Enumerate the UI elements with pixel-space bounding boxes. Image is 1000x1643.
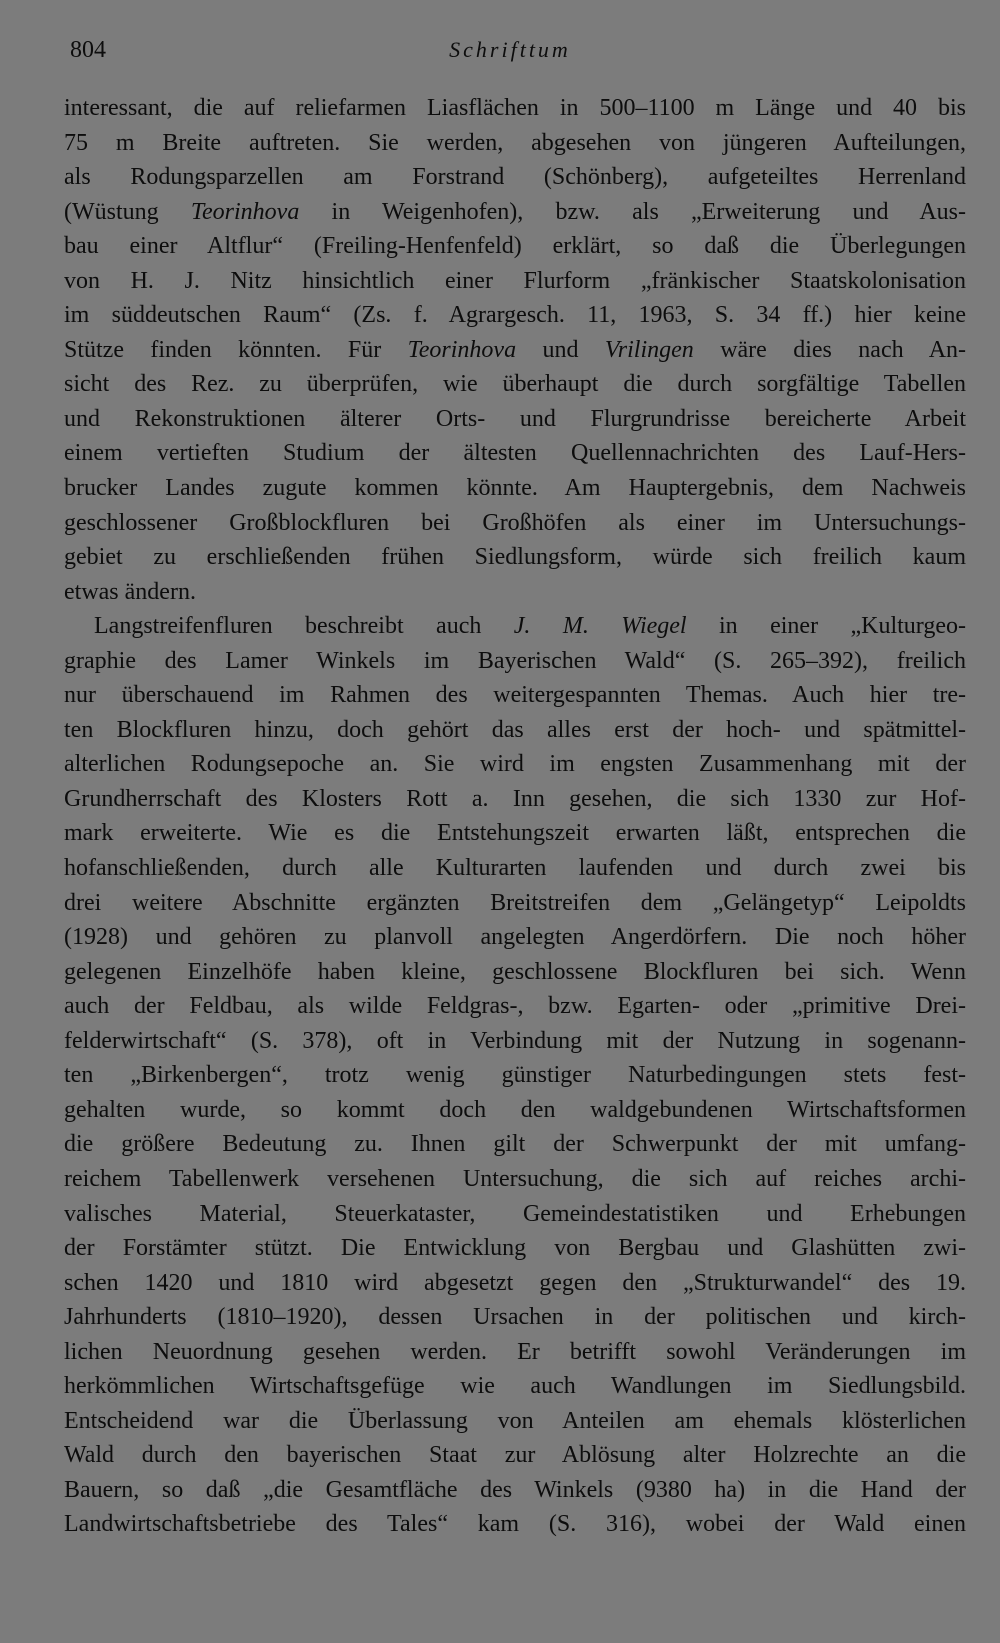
text-segment: einem vertieften Studium der ältesten Quellennachrichten des Lauf-Hers- bbox=[64, 440, 966, 467]
text-segment: lichen Neuordnung gesehen werden. Er betrifft sowohl Veränderungen im bbox=[64, 1338, 966, 1365]
text-segment: bau einer Altflur“ (Freiling-Henfenfeld) erklärt, so daß die Überlegungen bbox=[64, 233, 966, 260]
text-line bbox=[64, 1231, 966, 1266]
text-segment: und bbox=[516, 336, 605, 363]
text-segment: hofanschließenden, durch alle Kulturarten laufenden und durch zwei bis bbox=[64, 855, 966, 882]
text-segment: felderwirtschaft“ (S. 378), oft in Verbindung mit der Nutzung in sogenann- bbox=[64, 1027, 966, 1054]
body-text bbox=[64, 91, 966, 1542]
text-segment: schen 1420 und 1810 wird abgesetzt gegen den „Strukturwandel“ des 19. bbox=[64, 1269, 966, 1296]
text-segment: Bauern, so daß „die Gesamtfläche des Winkels (9380 ha) in die Hand der bbox=[64, 1476, 966, 1503]
text-line bbox=[64, 955, 966, 990]
text-segment: der Forstämter stützt. Die Entwicklung von Bergbau und Glashütten zwi- bbox=[64, 1235, 966, 1262]
text-segment: Stütze finden könnten. Für bbox=[64, 336, 408, 363]
text-segment: Grundherrschaft des Klosters Rott a. Inn gesehen, die sich 1330 zur Hof- bbox=[64, 785, 966, 812]
text-line bbox=[64, 471, 966, 506]
text-segment: wäre dies nach An- bbox=[693, 336, 967, 363]
text-segment: gehalten wurde, so kommt doch den waldgebundenen Wirtschaftsformen bbox=[64, 1096, 966, 1123]
running-title: Schrifttum bbox=[449, 37, 571, 62]
text-line bbox=[64, 1507, 966, 1542]
text-segment: brucker Landes zugute kommen könnte. Am Hauptergebnis, dem Nachweis bbox=[64, 475, 966, 502]
text-line bbox=[64, 575, 966, 610]
italic-place-name: Vrilingen bbox=[604, 336, 694, 363]
text-segment: und Rekonstruktionen älterer Orts- und Flurgrundrisse bereicherte Arbeit bbox=[64, 405, 966, 432]
text-segment: (1928) und gehören zu planvoll angelegten Angerdörfern. Die noch höher bbox=[64, 924, 966, 951]
text-line bbox=[64, 367, 966, 402]
text-segment: valisches Material, Steuerkataster, Gemeindestatistiken und Erhebungen bbox=[64, 1200, 966, 1227]
text-line bbox=[64, 851, 966, 886]
text-line bbox=[64, 1162, 966, 1197]
text-segment: gelegenen Einzelhöfe haben kleine, geschlossene Blockfluren bei sich. Wenn bbox=[64, 958, 966, 985]
text-segment: Entscheidend war die Überlassung von Anteilen am ehemals klösterlichen bbox=[64, 1407, 966, 1434]
text-line bbox=[64, 1266, 966, 1301]
text-line bbox=[64, 1438, 966, 1473]
text-segment: (Wüstung bbox=[64, 198, 191, 225]
text-line bbox=[64, 264, 966, 299]
text-line bbox=[64, 1473, 966, 1508]
text-line bbox=[64, 229, 966, 264]
text-segment: mark erweiterte. Wie es die Entstehungszeit erwarten läßt, entsprechen die bbox=[64, 820, 966, 847]
text-line bbox=[64, 506, 966, 541]
text-segment: Jahrhunderts (1810–1920), dessen Ursachen in der politischen und kirch- bbox=[64, 1304, 966, 1331]
italic-author-name: J. M. Wiegel bbox=[513, 613, 687, 640]
text-line bbox=[64, 160, 966, 195]
text-segment: alterlichen Rodungsepoche an. Sie wird im engsten Zusammenhang mit der bbox=[64, 751, 966, 778]
text-segment: Langstreifenfluren beschreibt auch bbox=[94, 613, 514, 640]
text-line bbox=[64, 747, 966, 782]
text-segment: etwas ändern. bbox=[64, 578, 196, 605]
text-line bbox=[64, 886, 966, 921]
text-line bbox=[64, 1058, 966, 1093]
text-line bbox=[64, 298, 966, 333]
text-segment: interessant, die auf reliefarmen Liasflächen in 500–1100 m Länge und 40 bis bbox=[64, 95, 966, 121]
text-line bbox=[64, 126, 966, 161]
text-line bbox=[64, 920, 966, 955]
text-line bbox=[64, 989, 966, 1024]
page-number: 804 bbox=[70, 37, 106, 63]
text-line bbox=[64, 1404, 966, 1439]
italic-place-name: Teorinhova bbox=[190, 198, 300, 225]
text-line bbox=[64, 195, 966, 230]
text-line bbox=[64, 1024, 966, 1059]
text-line bbox=[64, 1093, 966, 1128]
text-segment: in Weigenhofen), bzw. als „Erweiterung und Aus- bbox=[299, 198, 966, 225]
text-line bbox=[64, 816, 966, 851]
text-segment: Wald durch den bayerischen Staat zur Ablösung alter Holzrechte an die bbox=[64, 1442, 966, 1469]
text-segment: Landwirtschaftsbetriebe des Tales“ kam (S. 316), wobei der Wald einen bbox=[64, 1511, 966, 1538]
text-segment: sicht des Rez. zu überprüfen, wie überhaupt die durch sorgfältige Tabellen bbox=[64, 371, 966, 398]
text-line bbox=[64, 1300, 966, 1335]
text-line bbox=[64, 1197, 966, 1232]
text-line bbox=[64, 609, 966, 644]
text-line bbox=[64, 402, 966, 437]
text-segment: ten „Birkenbergen“, trotz wenig günstiger Naturbedingungen stets fest- bbox=[64, 1062, 966, 1089]
text-segment: 75 m Breite auftreten. Sie werden, abgesehen von jüngeren Aufteilungen, bbox=[64, 129, 966, 156]
text-line bbox=[64, 540, 966, 575]
text-segment: auch der Feldbau, als wilde Feldgras-, bzw. Egarten- oder „primitive Drei- bbox=[64, 993, 966, 1020]
text-segment: reichem Tabellenwerk versehenen Untersuchung, die sich auf reiches archi- bbox=[64, 1165, 966, 1192]
text-line bbox=[64, 436, 966, 471]
text-segment: in einer „Kulturgeo- bbox=[686, 613, 966, 640]
text-line bbox=[64, 1369, 966, 1404]
text-segment: gebiet zu erschließenden frühen Siedlungsform, würde sich freilich kaum bbox=[64, 544, 966, 571]
text-line bbox=[64, 782, 966, 817]
text-segment: von H. J. Nitz hinsichtlich einer Flurform „fränkischer Staatskolonisation bbox=[64, 267, 966, 294]
page-header bbox=[70, 34, 950, 66]
text-line bbox=[64, 678, 966, 713]
text-segment: graphie des Lamer Winkels im Bayerischen Wald“ (S. 265–392), freilich bbox=[64, 647, 966, 674]
text-line bbox=[64, 91, 966, 126]
text-segment: herkömmlichen Wirtschaftsgefüge wie auch Wandlungen im Siedlungsbild. bbox=[64, 1373, 966, 1400]
text-line bbox=[64, 644, 966, 679]
text-line bbox=[64, 333, 966, 368]
text-line bbox=[64, 1335, 966, 1370]
text-segment: ten Blockfluren hinzu, doch gehört das alles erst der hoch- und spätmittel- bbox=[64, 716, 966, 743]
text-segment: als Rodungsparzellen am Forstrand (Schönberg), aufgeteiltes Herrenland bbox=[64, 164, 966, 191]
text-segment: die größere Bedeutung zu. Ihnen gilt der Schwerpunkt der mit umfang- bbox=[64, 1131, 966, 1158]
italic-place-name: Teorinhova bbox=[407, 336, 517, 363]
text-segment: drei weitere Abschnitte ergänzten Breitstreifen dem „Gelängetyp“ Leipoldts bbox=[64, 889, 966, 916]
text-segment: im süddeutschen Raum“ (Zs. f. Agrargesch. 11, 1963, S. 34 ff.) hier keine bbox=[64, 302, 966, 329]
text-segment: nur überschauend im Rahmen des weitergespannten Themas. Auch hier tre- bbox=[64, 682, 966, 709]
text-segment: geschlossener Großblockfluren bei Großhöfen als einer im Untersuchungs- bbox=[64, 509, 966, 536]
text-line bbox=[64, 713, 966, 748]
text-line bbox=[64, 1127, 966, 1162]
